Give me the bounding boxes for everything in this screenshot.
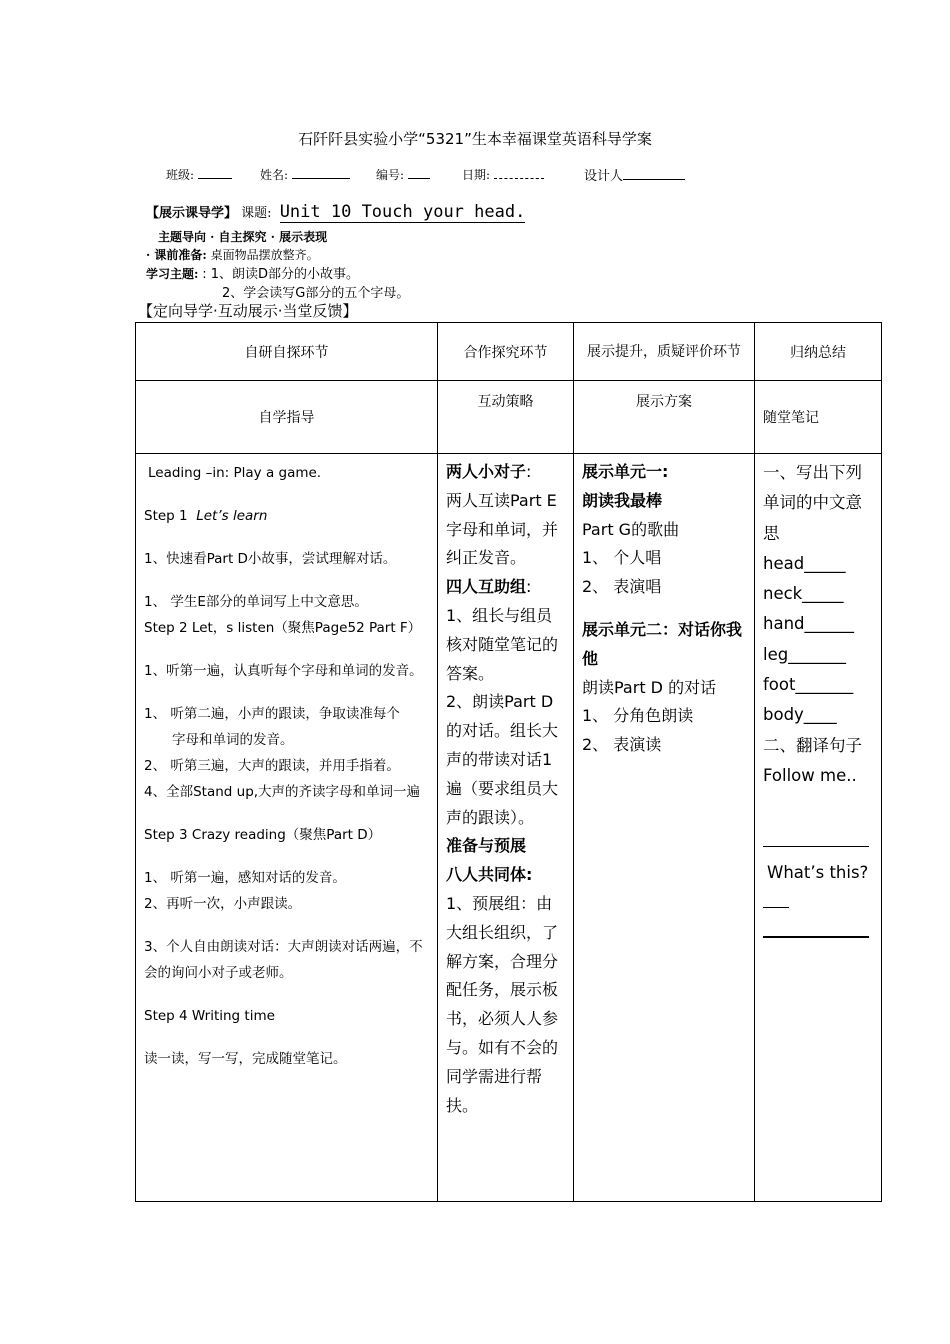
group4-item-1: 1、组长与组员核对随堂笔记的答案。 <box>446 605 559 683</box>
step4: Step 4 Writing time <box>144 1008 275 1024</box>
task1: 一、写出下列单词的中文意思 <box>763 463 862 543</box>
section-heading: 【定向导学·互动展示·当堂反馈】 <box>138 302 358 320</box>
date-field <box>462 166 544 183</box>
word-foot: foot_______ <box>763 675 854 695</box>
name-field <box>260 166 350 183</box>
answer-line-3[interactable] <box>763 935 869 938</box>
unit1-title: 朗读我最棒 <box>582 490 663 510</box>
lesson-bracket: 【展示课导学】 <box>146 206 238 221</box>
lesson-topic: Unit 10 Touch your head. <box>279 202 526 222</box>
sentence-2: What’s this? <box>767 862 869 882</box>
unit1-item-1: 1、 个人唱 <box>582 548 662 568</box>
class-field <box>166 166 232 183</box>
col-self-study <box>136 454 438 1202</box>
subheader-notes: 随堂笔记 <box>755 381 882 454</box>
unit2-item-2: 2、 表演读 <box>582 735 662 755</box>
word-hand: hand______ <box>763 614 854 634</box>
group4-title: 四人互助组: <box>446 577 532 597</box>
step3-item-1: 1、 听第一遍，感知对话的发音。 <box>144 870 346 886</box>
answer-line-2[interactable] <box>763 906 789 908</box>
unit2-item-1: 1、 分角色朗读 <box>582 706 694 726</box>
header-display: 展示提升，质疑评价环节 <box>574 323 755 381</box>
step1: Step 1 Let’s learn <box>144 508 268 524</box>
class-blank[interactable] <box>198 166 232 179</box>
guide-table <box>135 322 882 1202</box>
study-topic-line <box>146 263 359 282</box>
designer-field <box>584 165 685 184</box>
table-subheader-row <box>136 381 882 454</box>
study-topic-2: 2、学会读写G部分的五个字母。 <box>222 286 410 301</box>
unit1-song: Part G的歌曲 <box>582 519 680 539</box>
step2-item-4: 4、全部Stand up,大声的齐读字母和单词一遍 <box>144 784 421 800</box>
pair-title: 两人小对子: <box>446 462 532 481</box>
date-blank[interactable] <box>494 166 544 179</box>
word-neck: neck_____ <box>763 584 844 604</box>
theme-line: 主题导向 · 自主探究 · 展示表现 <box>158 230 328 244</box>
name-label: 姓名: <box>260 168 289 182</box>
designer-blank[interactable] <box>623 167 685 180</box>
step3-item-2: 2、再听一次，小声跟读。 <box>144 896 302 912</box>
unit2-text: 朗读Part D 的对话 <box>582 677 717 697</box>
word-head: head_____ <box>763 553 846 573</box>
col-summary <box>755 454 882 1202</box>
step3: Step 3 Crazy reading（聚焦Part D） <box>144 827 382 843</box>
group8-item-1: 1、预展组：由大组长组织，了解方案，合理分配任务，展示板书，必须人人参与。如有不会的同学需进行帮扶。 <box>446 893 559 1115</box>
step4-item-1: 读一读，写一写，完成随堂笔记。 <box>144 1051 347 1067</box>
task2: 二、翻译句子 <box>763 735 862 755</box>
step2: Step 2 Let，s listen（聚焦Page52 Part F） <box>144 620 422 636</box>
step2-item-1: 1、听第一遍，认真听每个字母和单词的发音。 <box>144 663 423 679</box>
date-label: 日期: <box>462 168 491 182</box>
header-cooperation: 合作探究环节 <box>438 323 574 381</box>
unit2-label: 展示单元二：对话你我他 <box>582 619 743 668</box>
number-blank[interactable] <box>408 166 430 179</box>
col-display <box>574 454 755 1202</box>
study-topic-1: : 1、朗读D部分的小故事。 <box>202 267 360 282</box>
leading-in: Leading –in: Play a game. <box>148 465 322 481</box>
subheader-plan: 展示方案 <box>574 381 755 454</box>
step1-item-2: 1、 学生E部分的单词写上中文意思。 <box>144 594 368 610</box>
lesson-header <box>146 202 525 222</box>
step1-item-1: 1、快速看Part D小故事，尝试理解对话。 <box>144 551 397 567</box>
number-label: 编号: <box>376 168 405 182</box>
step3-item-3: 3、个人自由朗读对话：大声朗读对话两遍，不会的询问小对子或老师。 <box>144 939 423 981</box>
number-field <box>376 166 430 183</box>
step2-item-2a: 1、 听第二遍，小声的跟读，争取读准每个 <box>144 706 400 722</box>
table-content-row <box>136 454 882 1202</box>
col-cooperation <box>438 454 574 1202</box>
name-blank[interactable] <box>292 166 350 179</box>
prep-line <box>146 246 319 263</box>
unit1-item-2: 2、 表演唱 <box>582 577 662 597</box>
designer-label: 设计人 <box>584 169 624 184</box>
step2-item-3: 2、 听第三遍，大声的跟读，并用手指着。 <box>144 758 400 774</box>
answer-line-1[interactable] <box>763 845 869 847</box>
header-summary: 归纳总结 <box>755 323 882 381</box>
page-title: 石阡阡县实验小学“5321”生本幸福课堂英语科导学案 <box>298 130 652 148</box>
group4-item-2: 2、朗读Part D的对话。组长大声的带读对话1遍（要求组员大声的跟读）。 <box>446 692 559 827</box>
header-self-study: 自研自探环节 <box>136 323 438 381</box>
word-body: body____ <box>763 705 837 725</box>
sentence-1: Follow me.. <box>763 765 857 785</box>
prep-label: · 课前准备: <box>146 248 207 262</box>
step2-item-2b: 字母和单词的发音。 <box>172 732 294 748</box>
study-topic-label: 学习主题: <box>146 267 199 281</box>
prep-text: 桌面物品摆放整齐。 <box>210 248 319 262</box>
subheader-strategy: 互动策略 <box>438 381 574 454</box>
unit1-label: 展示单元一: <box>582 462 669 481</box>
prep-title: 准备与预展 <box>446 836 527 856</box>
pair-text: 两人互读Part E字母和单词，并纠正发音。 <box>446 490 559 568</box>
topic-label: 课题: <box>241 206 272 221</box>
class-label: 班级: <box>166 168 195 182</box>
table-header-row <box>136 323 882 381</box>
subheader-self-guide: 自学指导 <box>136 381 438 454</box>
group8-title: 八人共同体: <box>446 865 533 885</box>
word-leg: leg_______ <box>763 644 846 664</box>
